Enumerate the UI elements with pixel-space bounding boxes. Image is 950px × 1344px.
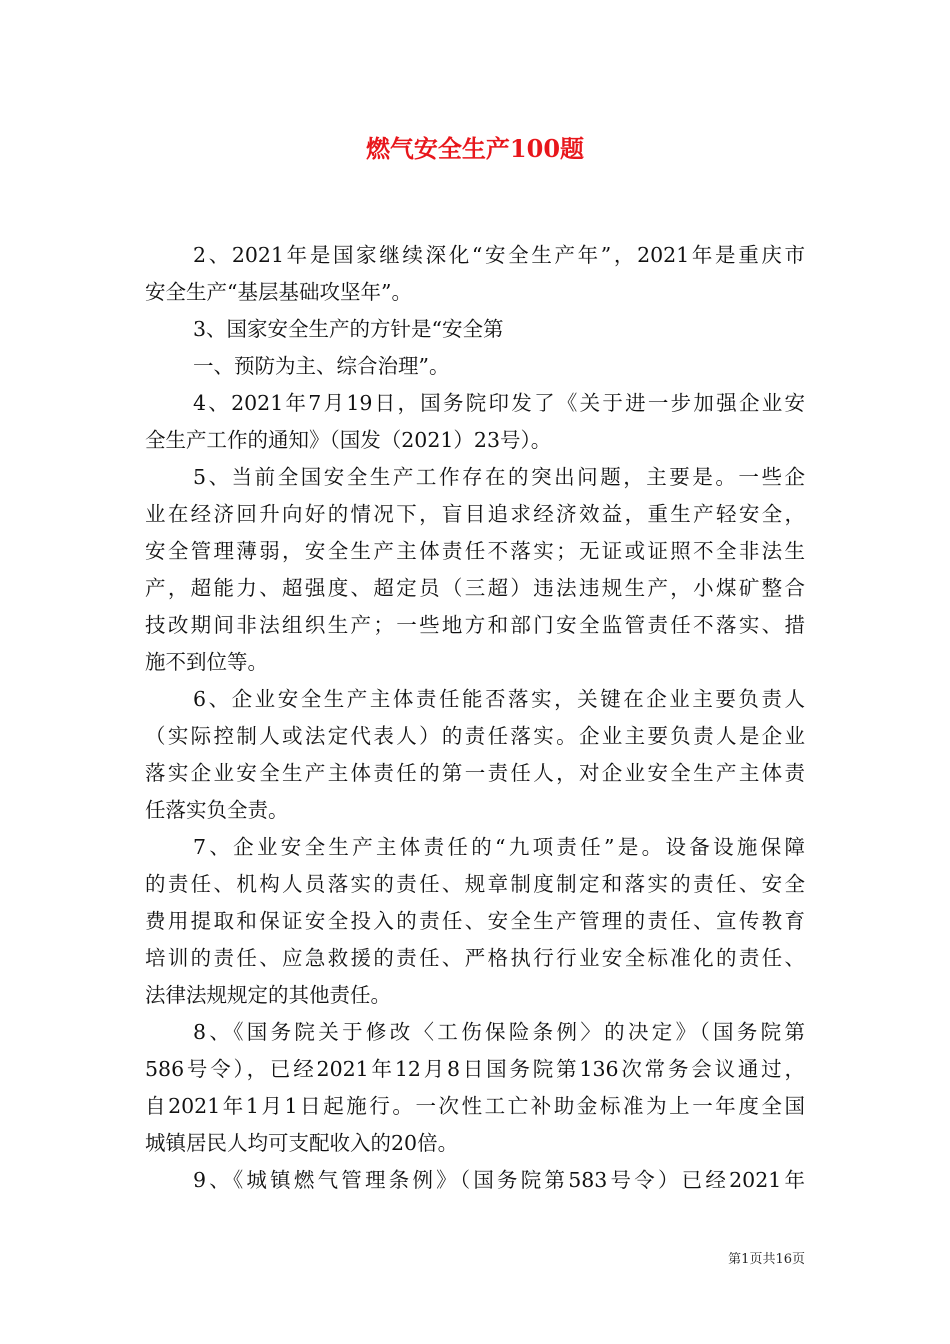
paragraph-line: 586号令），已经2021年12月8日国务院第136次常务会议通过， (145, 1057, 805, 1081)
paragraph-line: 费用提取和保证安全投入的责任、安全生产管理的责任、宣传教育 (145, 909, 805, 933)
paragraph-line: 城镇居民人均可支配收入的20倍。 (145, 1131, 459, 1155)
paragraph (145, 459, 805, 681)
paragraph-line: 7、企业安全生产主体责任的“九项责任”是。设备设施保障 (193, 835, 805, 859)
document-body (145, 237, 805, 1199)
paragraph-line: 法律法规规定的其他责任。 (145, 983, 391, 1007)
paragraph (145, 237, 805, 311)
paragraph (145, 1162, 805, 1199)
paragraph-line: 培训的责任、应急救援的责任、严格执行行业安全标准化的责任、 (145, 946, 805, 970)
paragraph (145, 348, 805, 385)
paragraph-line: （实际控制人或法定代表人）的责任落实。企业主要负责人是企业 (145, 724, 805, 748)
paragraph-line: 任落实负全责。 (145, 798, 289, 822)
paragraph (145, 385, 805, 459)
paragraph-line: 业在经济回升向好的情况下，盲目追求经济效益，重生产轻安全， (145, 502, 805, 526)
paragraph-line: 技改期间非法组织生产；一些地方和部门安全监管责任不落实、措 (145, 613, 805, 637)
paragraph (145, 829, 805, 1014)
paragraph-line: 8、《国务院关于修改〈工伤保险条例〉的决定》（国务院第 (193, 1020, 805, 1044)
paragraph-line: 一、预防为主、综合治理”。 (193, 354, 450, 378)
paragraph-line: 落实企业安全生产主体责任的第一责任人，对企业安全生产主体责 (145, 761, 805, 785)
paragraph-line: 的责任、机构人员落实的责任、规章制度制定和落实的责任、安全 (145, 872, 805, 896)
paragraph-line: 2、2021年是国家继续深化“安全生产年”，2021年是重庆市 (193, 243, 805, 267)
paragraph-line: 3、国家安全生产的方针是“安全第 (193, 317, 504, 341)
paragraph (145, 681, 805, 829)
paragraph (145, 311, 805, 348)
paragraph-line: 安全管理薄弱，安全生产主体责任不落实；无证或证照不全非法生 (145, 539, 805, 563)
paragraph (145, 1014, 805, 1162)
paragraph-line: 6、企业安全生产主体责任能否落实，关键在企业主要负责人 (193, 687, 805, 711)
paragraph-line: 5、当前全国安全生产工作存在的突出问题，主要是。一些企 (193, 465, 805, 489)
paragraph-line: 4、2021年7月19日，国务院印发了《关于进一步加强企业安 (193, 391, 805, 415)
paragraph-line: 施不到位等。 (145, 650, 268, 674)
document-title: 燃气安全生产100题 (365, 134, 585, 163)
paragraph-line: 产，超能力、超强度、超定员（三超）违法违规生产，小煤矿整合 (145, 576, 805, 600)
paragraph-line: 9、《城镇燃气管理条例》（国务院第583号令）已经2021年 (193, 1168, 805, 1192)
paragraph-line: 全生产工作的通知》（国发（2021）23号）。 (145, 428, 552, 452)
page-number: 第1页共16页 (728, 1252, 805, 1267)
paragraph-line: 安全生产“基层基础攻坚年”。 (145, 280, 412, 304)
paragraph-line: 自2021年1月1日起施行。一次性工亡补助金标准为上一年度全国 (145, 1094, 805, 1118)
